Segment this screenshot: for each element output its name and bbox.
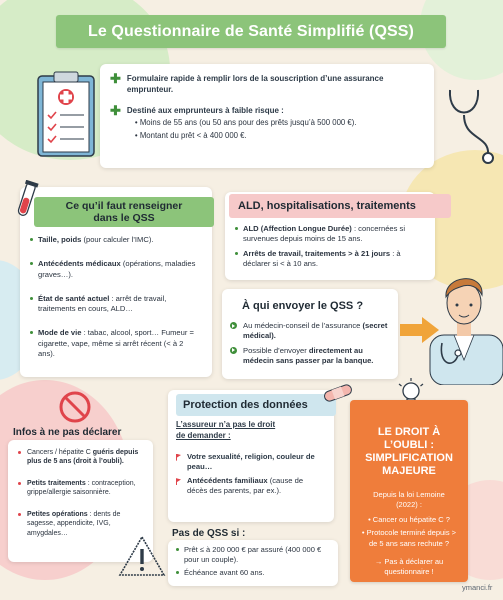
oubli-line: Depuis la loi Lemoine (2022) :	[373, 490, 445, 510]
protection-title: Protection des données	[183, 398, 308, 411]
list-item: ALD (Affection Longue Durée) : concernées si survenues depuis moins de 15 ans.	[235, 224, 425, 245]
envoyer-title: À qui envoyer le QSS ?	[242, 300, 364, 312]
ald-list	[235, 224, 425, 269]
renseigner-title: Ce qu’il faut renseigner dans le QSS	[65, 200, 183, 224]
infos-title: Infos à ne pas déclarer	[13, 427, 122, 438]
list-item: Possible d’envoyer directement au médecin sans passer par la banque.	[230, 346, 390, 367]
page-title-banner	[56, 15, 446, 48]
renseigner-title-tab	[34, 197, 214, 227]
intro-line2-head: Destiné aux emprunteurs à faible risque :	[126, 105, 284, 115]
list-item: Cancers / hépatite C guéris depuis plus de 5 ans (droit à l’oubli).	[18, 448, 145, 467]
doctor-illustration	[424, 265, 503, 385]
protection-subtitle: L’assureur n’a pas le droit de demander :	[176, 420, 276, 440]
ald-title-tab	[229, 194, 451, 218]
list-item: Antécédents médicaux (opérations, maladies graves…).	[30, 259, 202, 280]
pas-qss-list	[176, 545, 330, 578]
green-cross-icon: ✚	[110, 71, 121, 86]
intro-item: • Moins de 55 ans (ou 50 ans pour des prêts jusqu’à 500 000 €).	[134, 118, 357, 128]
red-flag-icon	[176, 478, 181, 485]
ald-title: ALD, hospitalisations, traitements	[238, 199, 416, 212]
list-item: Prêt ≤ à 200 000 € par assuré (400 000 € pour un couple).	[176, 545, 330, 565]
arrow-circle-icon	[230, 322, 237, 329]
pas-qss-card	[168, 540, 338, 586]
intro-line1: Formulaire rapide à remplir lors de la souscription d’une assurance emprunteur.	[126, 74, 384, 94]
list-item: Mode de vie : tabac, alcool, sport… Fumeur = cigarette, vape, même si arrêt récent (< à 2 ans).	[30, 328, 202, 359]
stethoscope-icon	[440, 80, 500, 170]
oubli-line: • Cancer ou hépatite C ?	[368, 515, 450, 525]
protection-card	[168, 390, 334, 522]
list-item: Taille, poids (pour calculer l’IMC).	[30, 235, 202, 245]
intro-card	[100, 64, 434, 168]
oubli-card	[350, 400, 468, 582]
red-flag-icon	[176, 454, 181, 461]
green-cross-icon: ✚	[110, 102, 121, 118]
oubli-line: → Pas à déclarer au questionnaire !	[374, 556, 444, 576]
page-title: Le Questionnaire de Santé Simplifié (QSS)	[88, 22, 414, 40]
list-item: Échéance avant 60 ans.	[176, 568, 330, 578]
clipboard-icon	[32, 70, 102, 160]
list-item: Arrêts de travail, traitements > à 21 jours : à déclarer si < à 10 ans.	[235, 249, 425, 270]
list-item: Au médecin-conseil de l’assurance (secret médical).	[230, 321, 390, 342]
ald-card	[225, 192, 435, 280]
watermark: ymanci.fr	[462, 583, 493, 592]
renseigner-list	[30, 235, 202, 359]
envoyer-card	[222, 289, 398, 379]
test-tube-icon	[14, 180, 40, 220]
list-item: État de santé actuel : arrêt de travail, traitements en cours, ALD…	[30, 294, 202, 315]
warning-icon	[117, 533, 167, 579]
list-item: Petits traitements : contraception, grippe/allergie saisonnière.	[18, 479, 145, 498]
oubli-line: • Protocole terminé depuis > de 5 ans sans rechute ?	[361, 528, 457, 548]
arrow-circle-icon	[230, 347, 237, 354]
oubli-title: LE DROIT À L’OUBLI : SIMPLIFICATION MAJEURE	[365, 426, 453, 477]
list-item: Petites opérations : dents de sagesse, appendicite, IVG, amygdales…	[18, 510, 145, 538]
pas-qss-title: Pas de QSS si :	[172, 528, 246, 539]
list-item: Antécédents familiaux (cause de décès des parents, par ex.).	[176, 476, 324, 497]
protection-title-tab	[176, 394, 336, 416]
infos-list	[18, 448, 145, 538]
renseigner-card	[20, 187, 212, 377]
forbidden-icon	[58, 390, 92, 424]
intro-item: • Montant du prêt < à 400 000 €.	[134, 130, 247, 140]
bandage-icon	[322, 382, 354, 404]
list-item: Votre sexualité, religion, couleur de peau…	[176, 452, 324, 473]
